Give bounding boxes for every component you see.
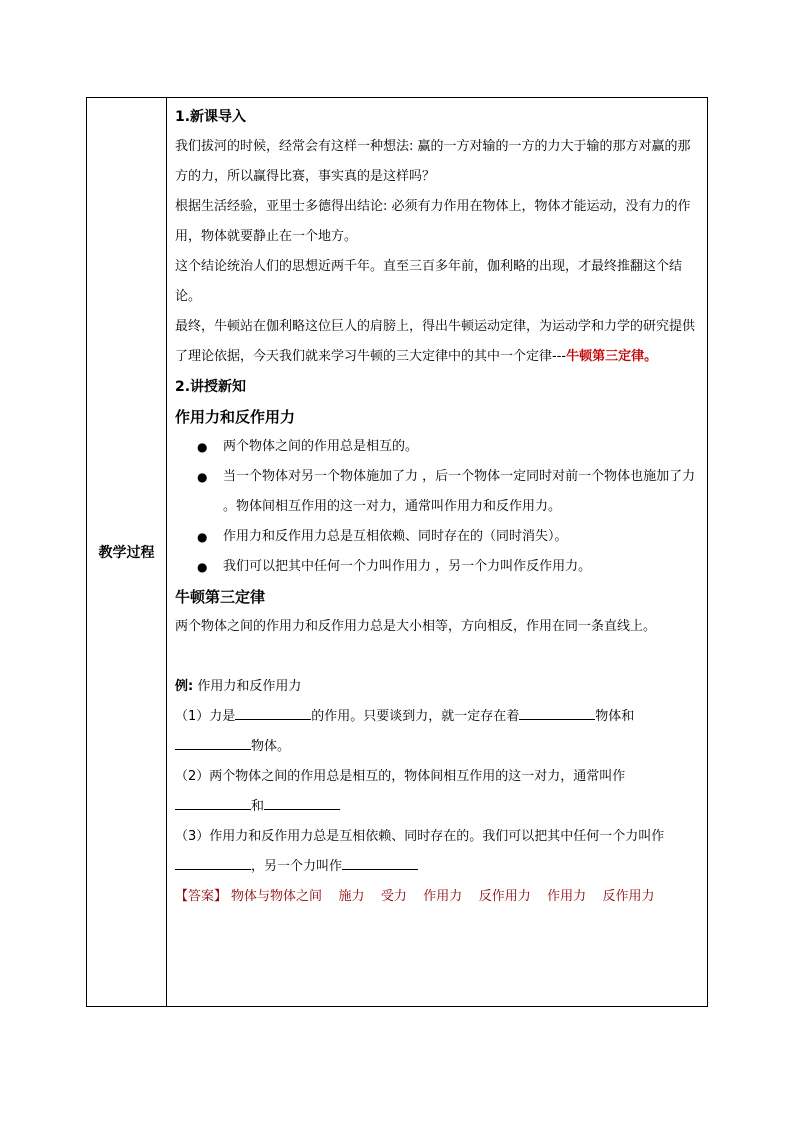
subtitle-action-reaction: 作用力和反作用力 [175,408,296,426]
lesson-table [86,97,708,1007]
intro-paragraph-1: 我们拔河的时候，经常会有这样一种想法: 赢的一方对输的一方的力大于输的那方对赢的那方的力，所以赢得比赛，事实真的是这样吗？ [175,139,691,184]
question-3 [175,822,701,882]
answer-row [175,882,701,912]
section2-title: 2.讲授新知 [175,379,247,395]
answer-blank[interactable] [175,735,251,750]
spacer [175,642,701,672]
question-2 [175,762,701,822]
subtitle-third-law: 牛顿第三定律 [175,588,266,606]
question-3-text: ，另一个力叫作 [251,859,343,874]
bullet-text: 当一个物体对另一个物体施加了力 ，后一个物体一定同时对前一个物体也施加了力 。物体间相互作用的这一对力，通常叫作用力和反作用力。 [223,469,696,514]
answer-blank[interactable] [264,795,340,810]
third-law-statement: 两个物体之间的作用力和反作用力总是大小相等，方向相反，作用在同一条直线上。 [175,619,657,634]
example-label: 例: [175,679,194,694]
answer-item: 反作用力 [602,889,655,904]
bullet-icon: ● [197,560,208,574]
question-1-text: （1）力是 [175,709,236,724]
answer-item: 作用力 [547,889,587,904]
intro-highlight: 牛顿第三定律。 [566,349,658,364]
example-heading [175,672,701,702]
answer-blank[interactable] [342,855,418,870]
answer-item: 作用力 [423,889,463,904]
answer-blank[interactable] [519,705,595,720]
bullet-icon: ● [197,440,208,454]
bullet-text: 作用力和反作用力总是互相依赖、同时存在的（同时消失）。 [223,529,568,544]
question-1-text: 物体和 [595,709,635,724]
answer-item: 物体与物体之间 [231,889,323,904]
question-1 [175,702,701,762]
row-label: 教学过程 [87,98,167,1006]
answer-item: 反作用力 [478,889,531,904]
intro-paragraph-4-text: 最终，牛顿站在伽利略这位巨人的肩膀上，得出牛顿运动定律，为运动学和力学的研究提供了理论依据，今天我们就来学习牛顿的三大定律中的其中一个定律--- [175,319,696,364]
answer-tag: 【答案】 [175,889,228,904]
answer-blank[interactable] [175,795,251,810]
section1-title: 1.新课导入 [175,109,247,125]
answer-item: 施力 [338,889,365,904]
answer-blank[interactable] [175,855,251,870]
example-title: 作用力和反作用力 [193,679,302,694]
bullet-icon: ● [197,470,208,484]
question-1-text: 物体。 [251,739,291,754]
intro-paragraph-4 [175,312,701,372]
bullet-list [175,432,701,582]
list-item [175,552,701,582]
question-3-text: （3）作用力和反作用力总是互相依赖、同时存在的。我们可以把其中任何一个力叫作 [175,829,665,844]
question-2-text: 和 [251,799,265,814]
bullet-text: 两个物体之间的作用总是相互的。 [223,439,419,454]
intro-paragraph-3: 这个结论统治人们的思想近两千年。直至三百多年前，伽利略的出现，才最终推翻这个结论。 [175,259,683,304]
bullet-text: 我们可以把其中任何一个力叫作用力 ，另一个力叫作反作用力。 [223,559,592,574]
answer-blank[interactable] [235,705,311,720]
question-1-text: 的作用。只要谈到力，就一定存在着 [311,709,520,724]
list-item [175,432,701,462]
list-item [175,522,701,552]
question-2-text: （2）两个物体之间的作用总是相互的，物体间相互作用的这一对力，通常叫作 [175,769,626,784]
bullet-icon: ● [197,530,208,544]
intro-paragraph-2: 根据生活经验，亚里士多德得出结论: 必须有力作用在物体上，物体才能运动，没有力的作用，物体就要静止在一个地方。 [175,199,691,244]
content-cell [167,98,707,1006]
list-item [175,462,701,522]
answer-item: 受力 [380,889,407,904]
